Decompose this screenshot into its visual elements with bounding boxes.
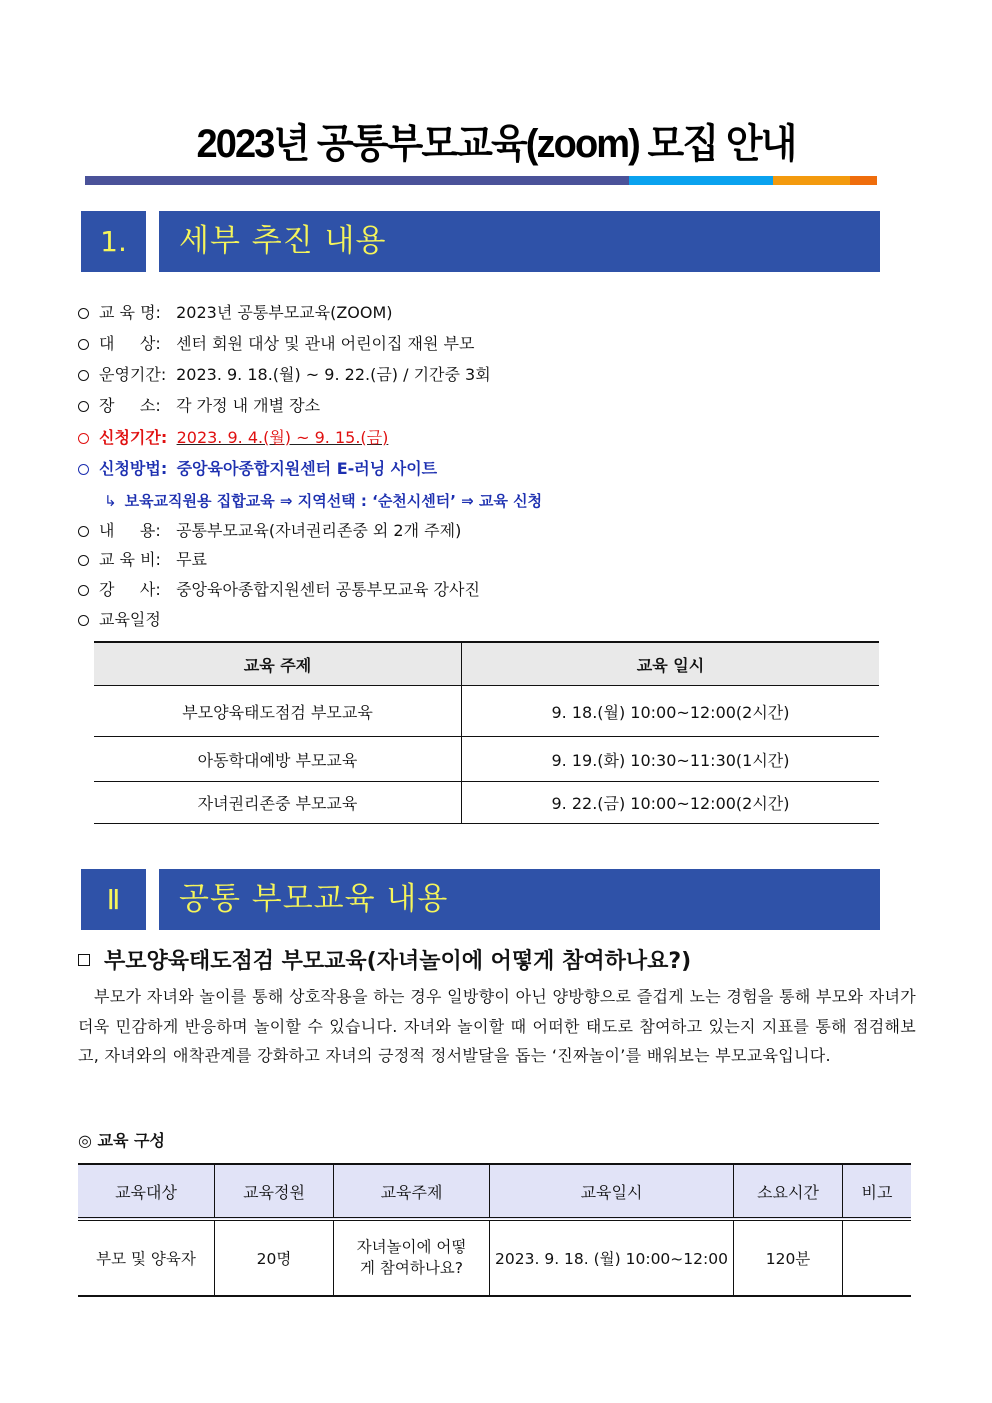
table-row: [94, 686, 879, 737]
info-row-application-method: 신청방법: 중앙육아종합지원센터 E-러닝 사이트: [78, 457, 437, 481]
column-header-target: 교육대상: [78, 1164, 215, 1219]
circle-bullet-icon: [78, 526, 89, 537]
column-header-capacity: 교육정원: [215, 1164, 334, 1219]
circle-bullet-icon: [78, 585, 89, 596]
title-bar-segment-dark-orange: [850, 176, 877, 185]
info-row-instructor: 강 사: 중앙육아종합지원센터 공통부모교육 강사진: [78, 578, 480, 602]
column-header-note: 비고: [843, 1164, 912, 1219]
topic-cell: 아동학대예방 부모교육: [94, 737, 462, 782]
topic-cell: 자녀권리존중 부모교육: [94, 782, 462, 824]
topic-cell: 부모양육태도점검 부모교육: [94, 686, 462, 737]
column-header-datetime: 교육일시: [490, 1164, 734, 1219]
title-bar-segment-blue: [629, 176, 773, 185]
document-title: 2023년 공통부모교육(zoom) 모집 안내: [196, 122, 796, 166]
circle-bullet-icon: [78, 370, 89, 381]
square-bullet-icon: [78, 954, 90, 966]
title-bar-segment-orange: [773, 176, 850, 185]
note-cell: [843, 1219, 912, 1296]
target-cell: 부모 및 양육자: [78, 1219, 215, 1296]
column-header-datetime: 교육 일시: [462, 642, 880, 686]
duration-cell: 120분: [734, 1219, 843, 1296]
info-row-place: 장 소: 각 가정 내 개별 장소: [78, 394, 320, 418]
program-subheading: 부모양육태도점검 부모교육(자녀놀이에 어떻게 참여하나요?): [78, 944, 691, 975]
schedule-table: [94, 641, 879, 824]
circle-bullet-icon: [78, 615, 89, 626]
circle-bullet-icon: [78, 401, 89, 412]
table-row: [94, 737, 879, 782]
table-header-row: [78, 1164, 911, 1219]
circle-bullet-icon: [78, 339, 89, 350]
capacity-cell: 20명: [215, 1219, 334, 1296]
info-row-application-period: 신청기간: 2023. 9. 4.(월) ~ 9. 15.(금): [78, 426, 410, 450]
return-arrow-icon: ↳: [104, 492, 117, 510]
column-header-topic: 교육 주제: [94, 642, 462, 686]
table-header-row: [94, 642, 879, 686]
column-header-duration: 소요시간: [734, 1164, 843, 1219]
title-bar-segment-navy: [85, 176, 629, 185]
info-row-schedule: 교육일정: [78, 608, 161, 632]
circle-bullet-icon: [78, 555, 89, 566]
circle-bullet-icon: [78, 464, 89, 475]
section-1-title: 세부 추진 내용: [159, 211, 880, 272]
info-row-fee: 교 육 비: 무료: [78, 548, 207, 572]
section-2-number: Ⅱ: [81, 869, 146, 930]
info-row-period: 운영기간: 2023. 9. 18.(월) ~ 9. 22.(금) / 기간중 3회: [78, 363, 491, 387]
datetime-cell: 2023. 9. 18. (월) 10:00~12:00: [490, 1219, 734, 1296]
composition-table: [78, 1163, 911, 1297]
table-row: [94, 782, 879, 824]
table-row: [78, 1219, 911, 1296]
info-row-content: 내 용: 공통부모교육(자녀권리존중 외 2개 주제): [78, 519, 461, 543]
datetime-cell: 9. 22.(금) 10:00~12:00(2시간): [462, 782, 880, 824]
info-row-course-name: 교 육 명: 2023년 공통부모교육(ZOOM): [78, 301, 393, 325]
program-description: 부모가 자녀와 놀이를 통해 상호작용을 하는 경우 일방향이 아닌 양방향으로 즐겁게 노는 경험을 통해 부모와 자녀가 더욱 민감하게 반응하며 놀이할 수 있습니다. 자녀와 놀이할 때 어떠한 태도로 참여하고 있는지 지표를 통해 점검해보고, 자녀와의 애착관계를 강화하고 자녀의 긍정적 정서발달을 돕는 ‘진짜놀이’를 배워보는 부모교육입니다.: [78, 987, 916, 1065]
application-period-value: 2023. 9. 4.(월) ~ 9. 15.(금): [176, 428, 389, 447]
info-row-application-path: ↳ 보육교직원용 집합교육 ⇒ 지역선택 : ‘순천시센터’ ⇒ 교육 신청: [104, 492, 543, 510]
info-row-target: 대 상: 센터 회원 대상 및 관내 어린이집 재원 부모: [78, 332, 474, 356]
topic-cell: 자녀놀이에 어떻게 참여하나요?: [334, 1219, 490, 1296]
composition-label: ◎ 교육 구성: [78, 1131, 165, 1150]
circle-bullet-icon: [78, 308, 89, 319]
datetime-cell: 9. 18.(월) 10:00~12:00(2시간): [462, 686, 880, 737]
circle-bullet-icon: [78, 433, 89, 444]
section-2-title: 공통 부모교육 내용: [159, 869, 880, 930]
column-header-topic: 교육주제: [334, 1164, 490, 1219]
datetime-cell: 9. 19.(화) 10:30~11:30(1시간): [462, 737, 880, 782]
section-1-number: 1.: [81, 211, 146, 272]
